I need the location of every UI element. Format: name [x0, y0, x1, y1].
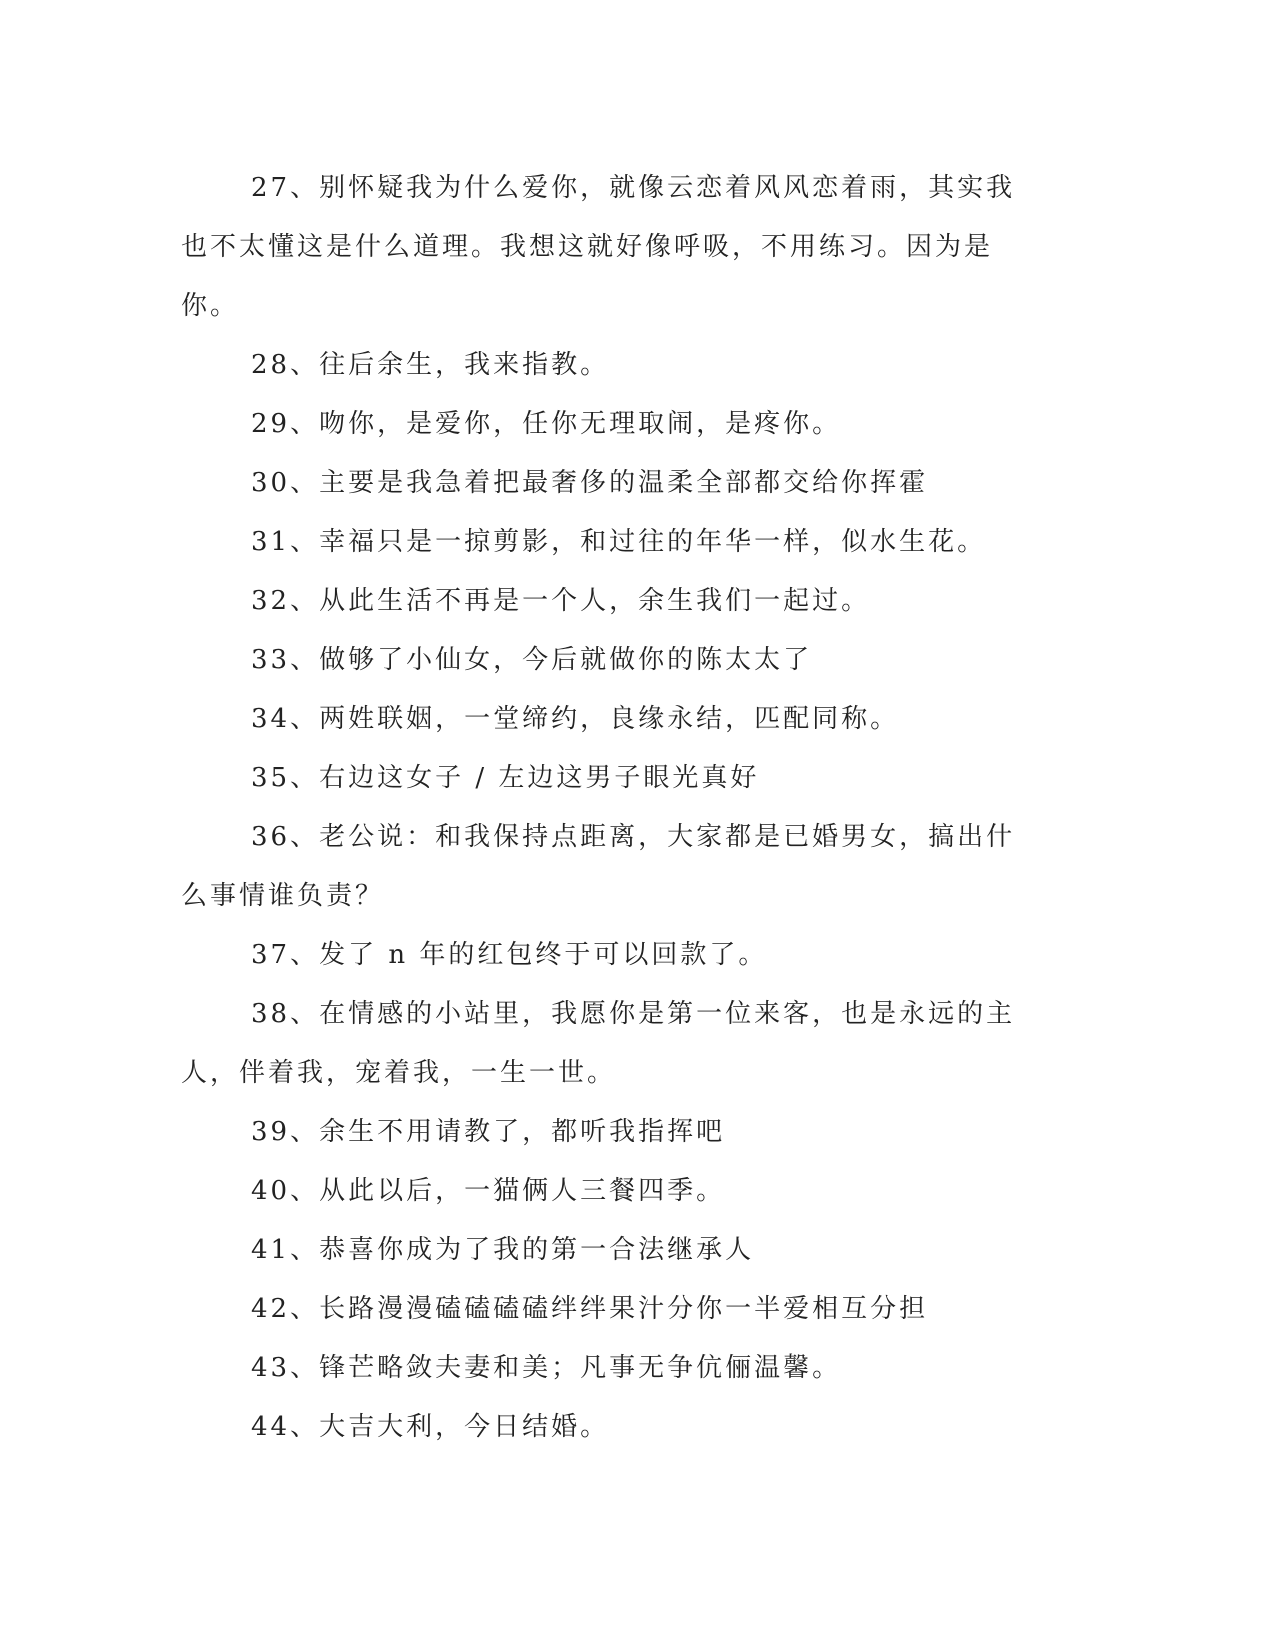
paragraph-36: 36、老公说：和我保持点距离，大家都是已婚男女，搞出什么事情谁负责？ — [181, 822, 1016, 911]
paragraph-38: 38、在情感的小站里，我愿你是第一位来客，也是永远的主人，伴着我，宠着我，一生一世。 — [181, 999, 1016, 1088]
paragraph-34: 34、两姓联姻，一堂缔约，良缘永结，匹配同称。 — [251, 704, 900, 734]
paragraph-32: 32、从此生活不再是一个人，余生我们一起过。 — [251, 586, 871, 616]
paragraph-37: 37、发了 n 年的红包终于可以回款了。 — [251, 940, 768, 970]
paragraph-44: 44、大吉大利，今日结婚。 — [251, 1412, 610, 1442]
paragraph-27: 27、别怀疑我为什么爱你，就像云恋着风风恋着雨，其实我也不太懂这是什么道理。我想这就好像呼吸，不用练习。因为是你。 — [181, 173, 1016, 321]
paragraph-42: 42、长路漫漫磕磕磕磕绊绊果汁分你一半爱相互分担 — [251, 1294, 929, 1324]
paragraph-43: 43、锋芒略敛夫妻和美；凡事无争伉俪温馨。 — [251, 1353, 842, 1383]
paragraph-35: 35、右边这女子 / 左边这男子眼光真好 — [251, 763, 760, 793]
document-body — [181, 159, 1031, 1457]
paragraph-29: 29、吻你，是爱你，任你无理取闹，是疼你。 — [251, 409, 842, 439]
paragraph-30: 30、主要是我急着把最奢侈的温柔全部都交给你挥霍 — [251, 468, 929, 498]
paragraph-39: 39、余生不用请教了，都听我指挥吧 — [251, 1117, 726, 1147]
paragraph-33: 33、做够了小仙女，今后就做你的陈太太了 — [251, 645, 813, 675]
paragraph-41: 41、恭喜你成为了我的第一合法继承人 — [251, 1235, 755, 1265]
paragraph-40: 40、从此以后，一猫俩人三餐四季。 — [251, 1176, 726, 1206]
paragraph-28: 28、往后余生，我来指教。 — [251, 350, 610, 380]
paragraph-31: 31、幸福只是一掠剪影，和过往的年华一样，似水生花。 — [251, 527, 987, 557]
